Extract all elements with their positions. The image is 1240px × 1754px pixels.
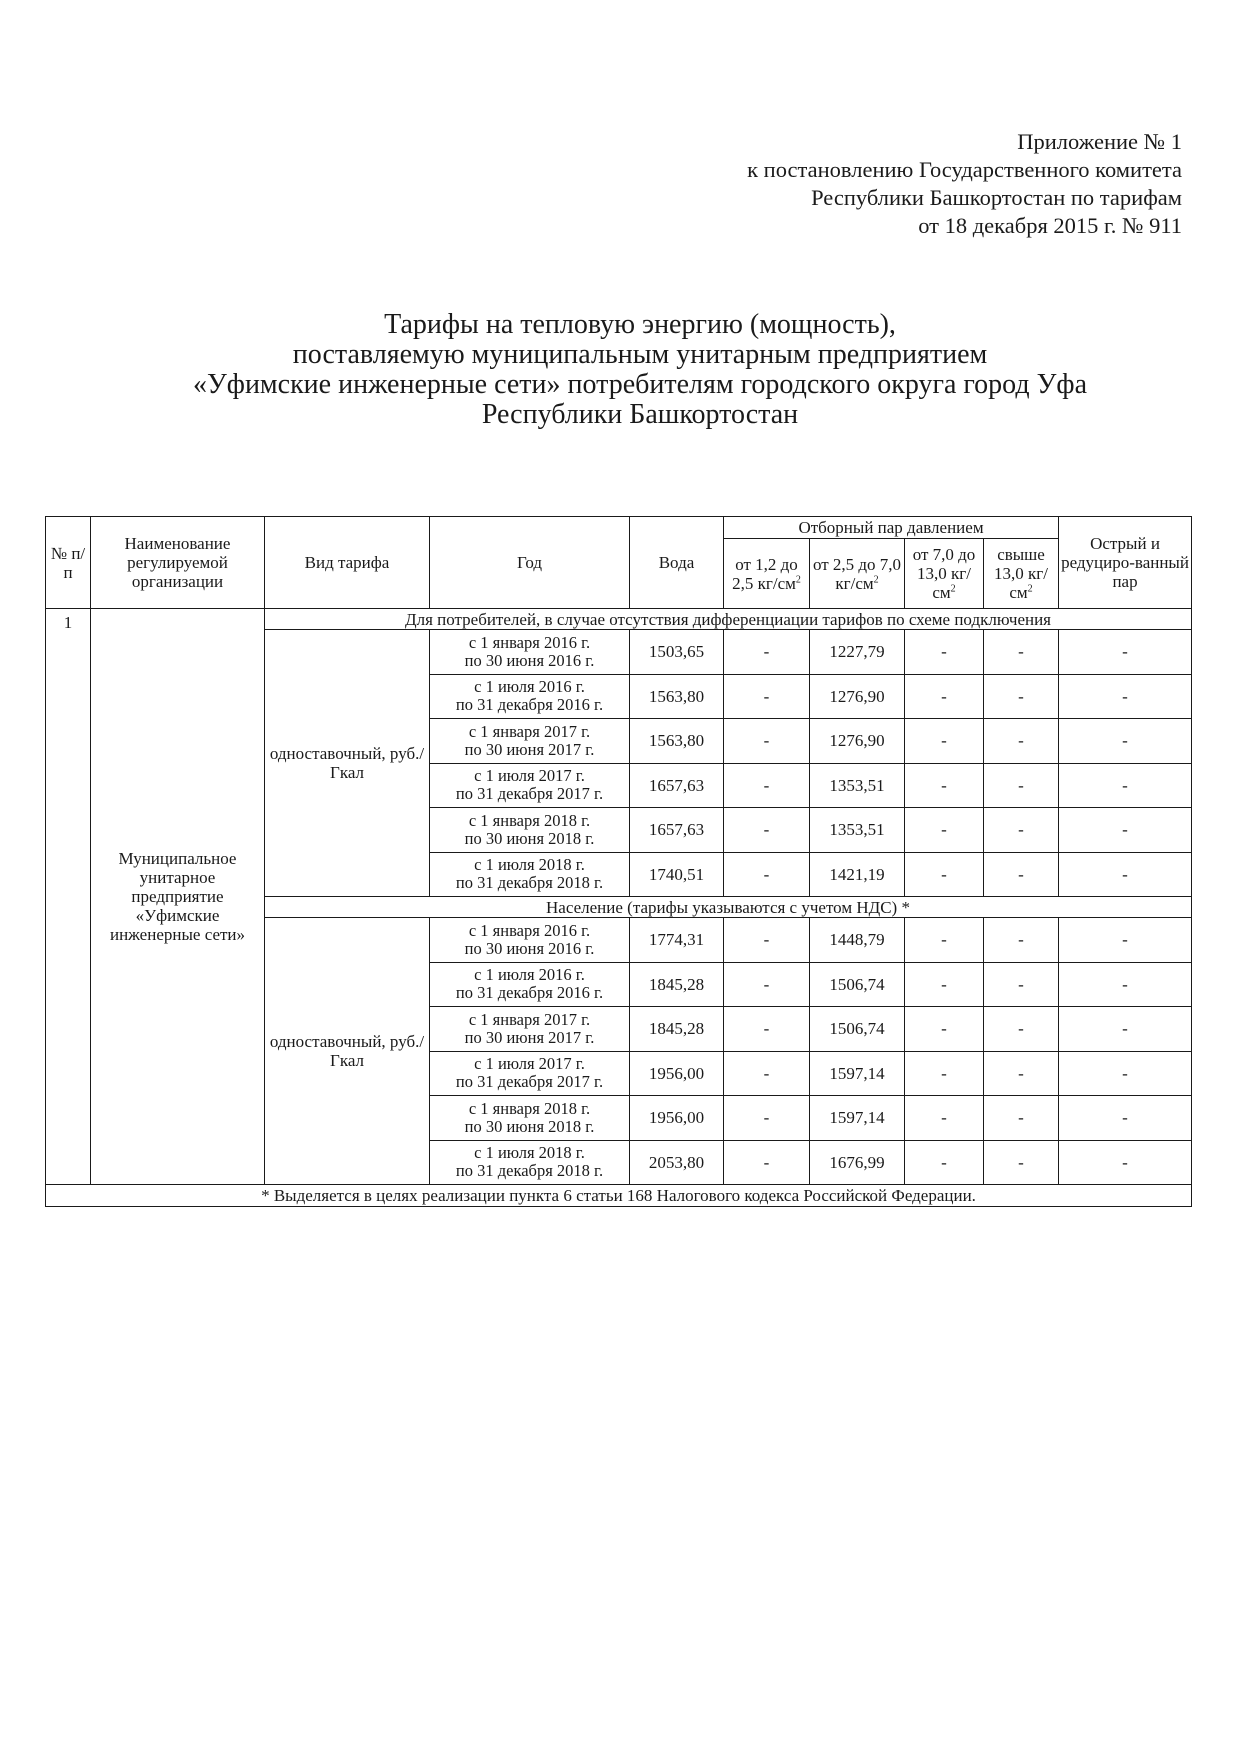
period-start: с 1 июля 2016 г. <box>474 965 585 985</box>
header-year: Год <box>430 517 630 609</box>
steam-3-value: - <box>905 763 984 808</box>
header-water: Вода <box>630 517 724 609</box>
period-end: по 31 декабря 2017 г. <box>455 1072 604 1092</box>
steam-3-value: - <box>905 1007 984 1052</box>
sharp-steam-value: - <box>1059 1051 1192 1096</box>
period-cell <box>430 1051 630 1096</box>
appendix-line: Приложение № 1 <box>1017 129 1182 154</box>
sharp-steam-value: - <box>1059 719 1192 764</box>
steam-1-value: - <box>724 630 810 675</box>
steam-4-value: - <box>984 808 1059 853</box>
period-start: с 1 января 2018 г. <box>468 810 591 830</box>
period-start: с 1 января 2017 г. <box>468 1009 591 1029</box>
document-title <box>40 310 1240 430</box>
title-line: поставляемую муниципальным унитарным предприятием <box>292 339 988 370</box>
period-start: с 1 января 2017 г. <box>468 721 591 741</box>
period-start: с 1 января 2018 г. <box>468 1098 591 1118</box>
steam-2-value: 1448,79 <box>810 918 905 963</box>
water-value: 1740,51 <box>630 852 724 897</box>
steam-3-value: - <box>905 918 984 963</box>
steam-1-value: - <box>724 1051 810 1096</box>
steam-2-value: 1353,51 <box>810 808 905 853</box>
period-start: с 1 января 2016 г. <box>468 632 591 652</box>
steam-1-value: - <box>724 918 810 963</box>
steam-1-value: - <box>724 674 810 719</box>
steam-3-value: - <box>905 1140 984 1185</box>
footnote: * Выделяется в целях реализации пункта 6 статьи 168 Налогового кодекса Российской Федерации. <box>46 1185 1192 1207</box>
steam-4-value: - <box>984 674 1059 719</box>
period-start: с 1 июля 2016 г. <box>474 677 585 697</box>
period-cell <box>430 852 630 897</box>
steam-4-value: - <box>984 1007 1059 1052</box>
header-steam-4: свыше 13,0 $кг/см^2$ <box>984 539 1059 609</box>
water-value: 1657,63 <box>630 763 724 808</box>
appendix-line: к постановлению Государственного комитета <box>747 157 1182 182</box>
row-number: 1 <box>46 609 91 1185</box>
sharp-steam-value: - <box>1059 1096 1192 1141</box>
period-cell <box>430 674 630 719</box>
sharp-steam-value: - <box>1059 1007 1192 1052</box>
header-tariff-type: Вид тарифа <box>265 517 430 609</box>
steam-3-value: - <box>905 852 984 897</box>
header-steam-2: от 2,5 до 7,0 $кг/см^2$ <box>810 539 905 609</box>
period-cell <box>430 808 630 853</box>
period-cell <box>430 962 630 1007</box>
period-start: с 1 июля 2017 г. <box>474 1054 585 1074</box>
organization-name: Муниципальное унитарное предприятие «Уфимские инженерные сети» <box>91 609 265 1185</box>
period-cell <box>430 630 630 675</box>
steam-1-value: - <box>724 1096 810 1141</box>
header-num: № п/п <box>46 517 91 609</box>
sharp-steam-value: - <box>1059 918 1192 963</box>
period-end: по 30 июня 2018 г. <box>464 828 595 848</box>
steam-1-value: - <box>724 1140 810 1185</box>
period-cell <box>430 1096 630 1141</box>
steam-4-value: - <box>984 962 1059 1007</box>
steam-2-value: 1276,90 <box>810 674 905 719</box>
steam-1-value: - <box>724 962 810 1007</box>
steam-4-value: - <box>984 1051 1059 1096</box>
steam-2-value: 1227,79 <box>810 630 905 675</box>
period-start: с 1 июля 2018 г. <box>474 1143 585 1163</box>
steam-4-value: - <box>984 719 1059 764</box>
title-line: «Уфимские инженерные сети» потребителям городского округа город Уфа <box>192 369 1088 400</box>
steam-3-value: - <box>905 962 984 1007</box>
steam-3-value: - <box>905 1096 984 1141</box>
header-steam-3: от 7,0 до 13,0 $кг/см^2$ <box>905 539 984 609</box>
steam-4-value: - <box>984 852 1059 897</box>
steam-1-value: - <box>724 808 810 853</box>
steam-1-value: - <box>724 852 810 897</box>
period-cell <box>430 1007 630 1052</box>
water-value: 1845,28 <box>630 962 724 1007</box>
title-line: Тарифы на тепловую энергию (мощность), <box>384 309 896 340</box>
appendix-block <box>747 128 1182 240</box>
period-end: по 31 декабря 2018 г. <box>455 873 604 893</box>
steam-2-value: 1506,74 <box>810 962 905 1007</box>
header-steam-group: Отборный пар давлением <box>724 517 1059 539</box>
steam-3-value: - <box>905 808 984 853</box>
steam-3-value: - <box>905 630 984 675</box>
steam-4-value: - <box>984 1096 1059 1141</box>
sharp-steam-value: - <box>1059 852 1192 897</box>
water-value: 1774,31 <box>630 918 724 963</box>
section-label: Для потребителей, в случае отсутствия дифференциации тарифов по схеме подключения <box>265 609 1192 630</box>
steam-1-value: - <box>724 763 810 808</box>
steam-3-value: - <box>905 674 984 719</box>
steam-2-value: 1353,51 <box>810 763 905 808</box>
period-end: по 30 июня 2017 г. <box>464 739 595 759</box>
steam-4-value: - <box>984 630 1059 675</box>
water-value: 1845,28 <box>630 1007 724 1052</box>
steam-4-value: - <box>984 1140 1059 1185</box>
water-value: 1956,00 <box>630 1096 724 1141</box>
section-row <box>46 609 1192 630</box>
water-value: 1563,80 <box>630 674 724 719</box>
tariff-table <box>45 516 1192 1207</box>
appendix-line: от 18 декабря 2015 г. № 911 <box>918 213 1182 238</box>
period-start: с 1 июля 2018 г. <box>474 855 585 875</box>
sharp-steam-value: - <box>1059 962 1192 1007</box>
tariff-type: одноставочный, руб./Гкал <box>265 630 430 897</box>
period-cell <box>430 719 630 764</box>
title-line: Республики Башкортостан <box>481 399 799 430</box>
water-value: 1956,00 <box>630 1051 724 1096</box>
period-cell <box>430 918 630 963</box>
steam-3-value: - <box>905 719 984 764</box>
steam-4-value: - <box>984 763 1059 808</box>
section-label: Население (тарифы указываются с учетом НДС) * <box>265 897 1192 918</box>
steam-2-value: 1597,14 <box>810 1096 905 1141</box>
tariff-type: одноставочный, руб./Гкал <box>265 918 430 1185</box>
water-value: 2053,80 <box>630 1140 724 1185</box>
period-end: по 30 июня 2018 г. <box>464 1116 595 1136</box>
water-value: 1563,80 <box>630 719 724 764</box>
steam-3-value: - <box>905 1051 984 1096</box>
appendix-line: Республики Башкортостан по тарифам <box>811 185 1182 210</box>
period-end: по 31 декабря 2018 г. <box>455 1161 604 1181</box>
steam-2-value: 1597,14 <box>810 1051 905 1096</box>
steam-2-value: 1676,99 <box>810 1140 905 1185</box>
period-cell <box>430 1140 630 1185</box>
period-end: по 31 декабря 2016 г. <box>455 983 604 1003</box>
period-start: с 1 июля 2017 г. <box>474 766 585 786</box>
sharp-steam-value: - <box>1059 763 1192 808</box>
header-row <box>46 517 1192 539</box>
header-sharp-steam: Острый и редуциро-ванный пар <box>1059 517 1192 609</box>
header-steam-1: от 1,2 до 2,5 $кг/см^2$ <box>724 539 810 609</box>
steam-2-value: 1276,90 <box>810 719 905 764</box>
sharp-steam-value: - <box>1059 674 1192 719</box>
sharp-steam-value: - <box>1059 808 1192 853</box>
steam-4-value: - <box>984 918 1059 963</box>
sharp-steam-value: - <box>1059 630 1192 675</box>
period-end: по 30 июня 2016 г. <box>464 938 595 958</box>
period-cell <box>430 763 630 808</box>
period-end: по 30 июня 2017 г. <box>464 1027 595 1047</box>
sharp-steam-value: - <box>1059 1140 1192 1185</box>
steam-1-value: - <box>724 1007 810 1052</box>
water-value: 1503,65 <box>630 630 724 675</box>
footnote-row <box>46 1185 1192 1207</box>
steam-2-value: 1421,19 <box>810 852 905 897</box>
period-end: по 30 июня 2016 г. <box>464 650 595 670</box>
steam-1-value: - <box>724 719 810 764</box>
header-org: Наименование регулируемой организации <box>91 517 265 609</box>
period-end: по 31 декабря 2016 г. <box>455 695 604 715</box>
period-start: с 1 января 2016 г. <box>468 920 591 940</box>
period-end: по 31 декабря 2017 г. <box>455 784 604 804</box>
water-value: 1657,63 <box>630 808 724 853</box>
steam-2-value: 1506,74 <box>810 1007 905 1052</box>
